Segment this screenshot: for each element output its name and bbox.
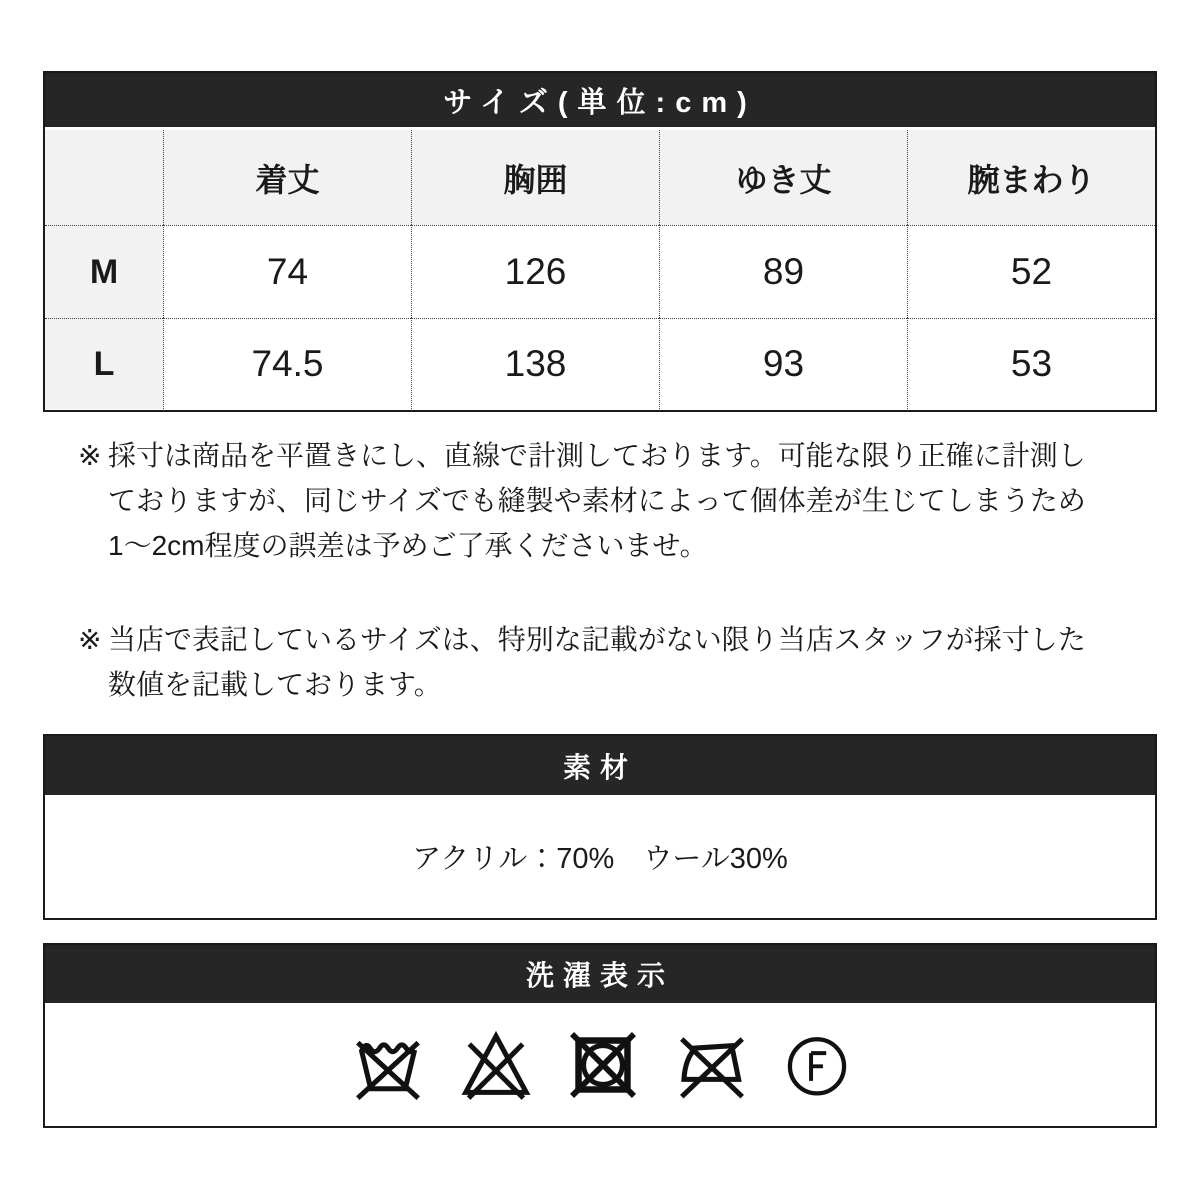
- row-label-l: L: [45, 318, 163, 409]
- size-table-title: サイズ(単位:cm): [45, 73, 1155, 130]
- note-line: 数値を記載しております。: [108, 669, 442, 700]
- note-line: 採寸は商品を平置きにし、直線で計測しております。可能な限り正確に計測し: [108, 440, 1086, 471]
- laundry-icons: [45, 1003, 1155, 1126]
- note-marker: ※: [78, 624, 102, 655]
- value-m-udemawari: 52: [907, 225, 1155, 318]
- do-not-bleach-icon: [459, 1029, 533, 1101]
- staff-measurement-note: [78, 617, 1153, 707]
- value-m-chakutake: 74: [163, 225, 411, 318]
- size-grid: [45, 130, 1155, 409]
- do-not-tumble-dry-icon: [566, 1029, 640, 1101]
- size-table: [43, 71, 1157, 412]
- measurement-note: [78, 433, 1153, 568]
- value-l-udemawari: 53: [907, 318, 1155, 409]
- note-marker: ※: [78, 440, 102, 471]
- note-line: 当店で表記しているサイズは、特別な記載がない限り当店スタッフが採寸した: [108, 624, 1086, 655]
- value-m-yukitake: 89: [659, 225, 907, 318]
- dry-clean-f-icon: [784, 1029, 850, 1101]
- do-not-iron-icon: [673, 1029, 751, 1101]
- laundry-section: [43, 943, 1157, 1128]
- note-line: ておりますが、同じサイズでも縫製や素材によって個体差が生じてしまうため: [108, 485, 1086, 516]
- corner-cell: [45, 130, 163, 225]
- note-line: 1～2cm程度の誤差は予めご了承くださいませ。: [108, 530, 708, 561]
- material-section: [43, 734, 1157, 920]
- value-l-chakutake: 74.5: [163, 318, 411, 409]
- column-header-udemawari: 腕まわり: [907, 130, 1155, 225]
- column-header-kyoi: 胸囲: [411, 130, 659, 225]
- do-not-wash-icon: [350, 1029, 426, 1101]
- column-header-chakutake: 着丈: [163, 130, 411, 225]
- value-m-kyoi: 126: [411, 225, 659, 318]
- row-label-m: M: [45, 225, 163, 318]
- material-title: 素材: [45, 736, 1155, 795]
- value-l-yukitake: 93: [659, 318, 907, 409]
- laundry-title: 洗濯表示: [45, 945, 1155, 1003]
- material-value: アクリル：70% ウール30%: [412, 843, 788, 875]
- column-header-yukitake: ゆき丈: [659, 130, 907, 225]
- value-l-kyoi: 138: [411, 318, 659, 409]
